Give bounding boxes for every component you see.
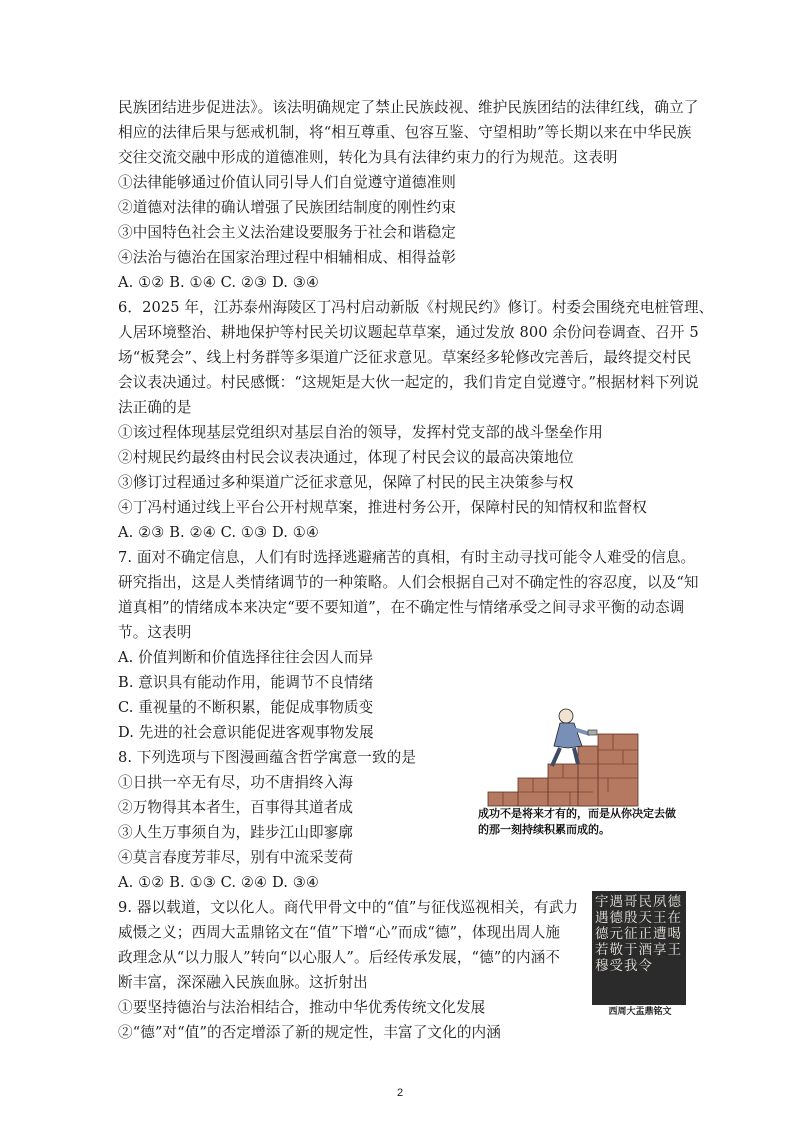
text-line: 断丰富，深深融入民族血脉。这折射出: [118, 974, 368, 991]
text-line: 道真相”的情绪成本来决定“要不要知道”，在不确定性与情绪承受之间寻求平衡的动态调: [118, 599, 685, 616]
text-line: 8. 下列选项与下图漫画蕴含哲学寓意一致的是: [118, 749, 417, 766]
text-line: ④丁冯村通过线上平台公开村规草案，推进村务公开，保障村民的知情权和监督权: [118, 499, 647, 516]
text-line: 研究指出，这是人类情绪调节的一种策略。人们会根据自己对不确定性的容忍度，以及“知: [118, 574, 699, 591]
inscription-glyphs: 宇遇哥民夙德遇德殷天王在德元征正遭喝若敬于酒享王穆受我令: [595, 894, 682, 974]
cartoon-caption: 成功不是将来才有的，而是从你决定去做的那一刻持续积累而成的。: [478, 807, 676, 836]
text-line: 9. 器以载道，文以化人。商代甲骨文中的“值”与征伐巡视相关，有武力: [118, 899, 579, 916]
text-line: ②“德”对“值”的否定增添了新的规定性，丰富了文化的内涵: [118, 1024, 501, 1041]
text-line: ①日拱一卒无有尽，功不唐捐终入海: [118, 774, 354, 791]
text-line: 7. 面对不确定信息，人们有时选择逃避痛苦的真相，有时主动寻找可能令人难受的信息。: [118, 549, 696, 566]
text-line: ①该过程体现基层党组织对基层自治的领导，发挥村党支部的战斗堡垒作用: [118, 424, 603, 441]
text-line: 民族团结进步促进法》。该法明确规定了禁止民族歧视、维护民族团结的法律红线，确立了: [118, 99, 699, 116]
text-line: ③人生万事须自为，跬步江山即寥廓: [118, 824, 354, 841]
text-line: 6．2025 年，江苏泰州海陵区丁冯村启动新版《村规民约》修订。村委会围绕充电桩管理、: [118, 299, 714, 316]
text-line: ④莫言春度芳菲尽，别有中流采芰荷: [118, 849, 354, 866]
text-line: ②道德对法律的确认增强了民族团结制度的刚性约束: [118, 199, 456, 216]
text-line: ①法律能够通过价值认同引导人们自觉遵守道德准则: [118, 174, 456, 191]
text-line: ③修订过程通过多种渠道广泛征求意见，保障了村民的民主决策参与权: [118, 474, 574, 491]
text-line: 政理念从“以力服人”转向“以心服人”。后经传承发展，“德”的内涵不: [118, 949, 561, 966]
text-line: C. 重视量的不断积累，能促成事物质变: [118, 699, 374, 716]
text-line: A. 价值判断和价值选择往往会因人而异: [118, 649, 374, 666]
inscription-image: [592, 891, 686, 1005]
text-line: 交往交流交融中形成的道德准则，转化为具有法律约束力的行为规范。这表明: [118, 149, 618, 166]
text-line: D. 先进的社会意识能促进客观事物发展: [118, 724, 374, 741]
text-line: ③中国特色社会主义法治建设要服务于社会和谐稳定: [118, 224, 456, 241]
text-line: 相应的法律后果与惩戒机制，将“相互尊重、包容互鉴、守望相助”等长期以来在中华民族: [118, 124, 692, 141]
text-line: ④法治与德治在国家治理过程中相辅相成、相得益彰: [118, 249, 456, 266]
page-number: 2: [396, 1087, 404, 1099]
text-line: A. ①② B. ①④ C. ②③ D. ③④: [118, 274, 320, 291]
text-line: 法正确的是: [118, 399, 192, 416]
text-line: ②村规民约最终由村民会议表决通过，体现了村民会议的最高决策地位: [118, 449, 574, 466]
text-line: 节。这表明: [118, 624, 192, 641]
text-line: ②万物得其本者生，百事得其道者成: [118, 799, 354, 816]
text-line: A. ②③ B. ②④ C. ①③ D. ①④: [118, 524, 320, 541]
text-line: B. 意识具有能动作用，能调节不良情绪: [118, 674, 374, 691]
text-line: 会议表决通过。村民感慨：“这规矩是大伙一起定的，我们肯定自觉遵守。”根据材料下列说: [118, 374, 699, 391]
text-line: 人居环境整治、耕地保护等村民关切议题起草草案，通过发放 800 余份问卷调查、召开 5: [118, 324, 699, 341]
text-line: ①要坚持德治与法治相结合，推动中华优秀传统文化发展: [118, 999, 486, 1016]
inscription-caption: 西周大盂鼎铭文: [608, 1007, 672, 1017]
text-line: A. ①② B. ①③ C. ②④ D. ③④: [118, 874, 320, 891]
text-line: 场“板凳会”、线上村务群等多渠道广泛征求意见。草案经多轮修改完善后，最终提交村民: [118, 349, 692, 366]
text-line: 威慑之义；西周大盂鼎铭文在“值”下增“心”而成“德”，体现出周人施: [118, 924, 561, 941]
